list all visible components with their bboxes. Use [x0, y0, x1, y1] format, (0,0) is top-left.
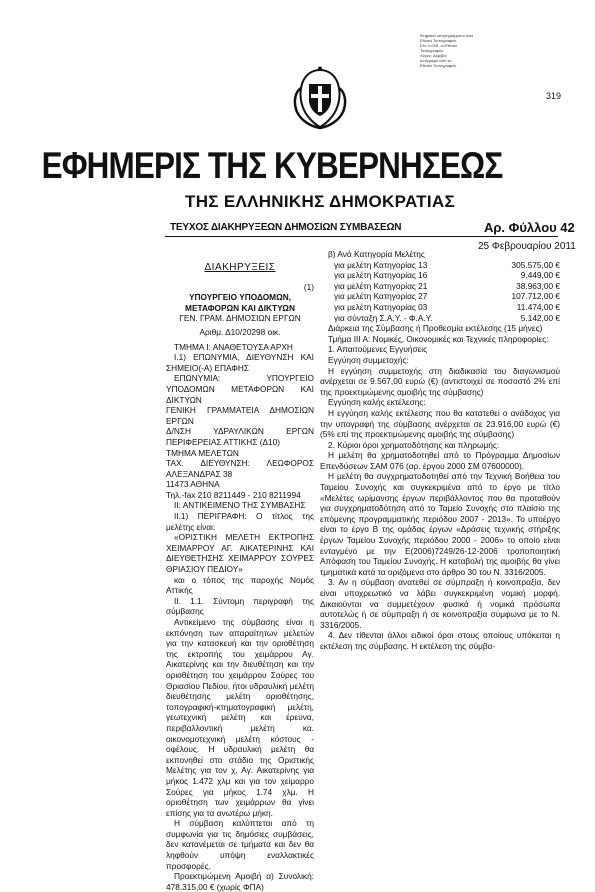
issue-type: ΤΕΥΧΟΣ ΔΙΑΚΗΡΥΞΕΩΝ ΔΗΜΟΣΙΩΝ ΣΥΜΒΑΣΕΩΝ	[170, 222, 402, 233]
budget-intro: β) Ανά Κατηγορία Μελέτης	[328, 249, 425, 259]
paragraph: Η σύμβαση καλύπτεται από τη συμφωνία για τις δημόσιες συμβάσεις, δεν κατανέμεται σε τμήματα και δεν θα ληφθούν υπόψη εναλλακτικές προσφορές.	[166, 818, 314, 871]
paragraph: 2. Κύριοι όροι χρηματοδότησης και πληρωμής:	[328, 439, 500, 450]
greek-coat-of-arms-icon	[289, 66, 351, 130]
paragraph: 11473 ΑΘΗΝΑ	[166, 479, 220, 490]
budget-row: για μελέτη Κατηγορίας 13 305.575,00 €	[334, 259, 560, 270]
stamp-line: αντίγραφο από το	[420, 58, 452, 63]
paragraph: Η εγγύηση συμμετοχής στη διαδικασία του διαγωνισμού ανέρχεται σε 9.567,00 ευρώ (€) (αντιστοιχεί σε ποσοστό 2% επί της προεκτιμώμενης αμοιβής της σύμβασης)	[320, 365, 560, 397]
budget-row: για μελέτη Κατηγορίας 27 107.712,00 €	[334, 291, 560, 302]
paragraph: Ι.1) ΕΠΩΝΥΜΙΑ, ΔΙΕΥΘΥΝΣΗ ΚΑΙ ΣΗΜΕΙΟ(-Α) ΕΠΑΦΗΣ	[166, 352, 314, 373]
section-heading: ΔΙΑΚΗΡΥΞΕΙΣ	[204, 262, 276, 273]
budget-row: για μελέτη Κατηγορίας 16 9.449,00 €	[334, 270, 560, 281]
paragraph: Η μελέτη θα χρηματοδοτηθεί από το Πρόγραμμα Δημοσίων Επενδύσεων ΣΑΜ 076 (αρ. έργου 2000 ΣΜ 07600000).	[320, 450, 560, 471]
sheet-number: Αρ. Φύλλου 42	[484, 220, 575, 235]
paragraph: Εγγύηση συμμετοχής:	[328, 354, 409, 365]
paragraph: Η μελέτη θα συγχρηματοδοτηθεί από την Τεχνική Βοήθεια του Ταμείου Συνοχής και συγκεκριμένα από το έργο με τίτλο «Μελέτες ωρίμανσης έργων περιβάλλοντος που θα προταθούν για συγχρηματοδότηση από το Ταμείο Συνοχής στο πλαίσιο της επόμενης προγραμματικής περιόδου 2007 - 2013». Το υποέργο είναι το έργο Β της ομάδας έργων «Δράσεις τεχνικής στήριξης έργων Ταμείου Συνοχής περιόδου 2000 - 2006» το οποίο είναι ενταγμένο με την Ε(2006)7249/26-12-2006 τροποποιητική Απόφαση του Ταμείου Συνοχής. Η καταβολή της αμοιβής θα γίνει τμηματικά κατά τα οριζόμενα στο άρθρο 30 του Ν. 3316/2005.	[320, 471, 560, 577]
budget-row: για σύνταξη Σ.Α.Υ. - Φ.Α.Υ. 5.142,00 €	[334, 312, 560, 323]
paragraph: Η εγγύηση καλής εκτέλεσης που θα κατατεθεί ο ανάδοχος για την υπογραφή της σύμβασης ανέρχεται σε 23.916,00 ευρώ (€) (5% επί της προεκτιμώμενης αμοιβής της σύμβασης)	[320, 407, 560, 440]
paragraph: ΙΙ. 1.1. Σύντομη περιγραφή της σύμβασης	[166, 595, 314, 617]
budget-row: για μελέτη Κατηγορίας 03 11.474,00 €	[334, 301, 560, 312]
paragraph: ΤΜΗΜΑ ΜΕΛΕΤΩΝ	[166, 447, 239, 458]
digital-signature-stamp	[420, 33, 480, 68]
stamp-line: Εθνικό Τυπογραφείο	[420, 63, 457, 68]
right-column	[320, 249, 560, 652]
stamp-line: Τυπογραφείο	[420, 48, 444, 53]
paragraph: Δ/ΝΣΗ ΥΔΡΑΥΛΙΚΩΝ ΕΡΓΩΝ ΠΕΡΙΦΕΡΕΙΑΣ ΑΤΤΙΚΗΣ (Δ10)	[166, 426, 314, 447]
stamp-line: Ψηφιακά υπογεγραμμένο από	[420, 33, 474, 38]
paragraph: «ΟΡΙΣΤΙΚΗ ΜΕΛΕΤΗ ΕΚΤΡΟΠΗΣ ΧΕΙΜΑΡΡΟΥ ΑΓ. ΑΙΚΑΤΕΡΙΝΗΣ ΚΑΙ ΔΙΕΥΘΕΤΗΣΗΣ ΧΕΙΜΑΡΡΟΥ ΣΟΥΡΕΣ ΘΡΙΑΣΙΟΥ ΠΕΔΙΟΥ»	[166, 532, 314, 575]
page-number: 319	[546, 91, 562, 101]
paragraph: Αντικείμενο της σύμβασης είναι η εκπόνηση των απαραίτητων μελετών για την κατασκευή και την οριοθέτηση της εκτροπής του χειμάρρου Αγ. Αικατερίνης και την διευθέτηση και την οριοθέτηση του χειμάρρου Σούρες του Θριασίου Πεδίου, ήτοι υδραυλική μελέτη διευθέτησης μελέτη οριοθέτησης, τοπογραφική-κτηματογραφική μελέτη, γεωτεχνική μελέτη και έρευνα, περιβαλλοντική μελέτη κα. οικονομοτεχνική μελέτη κόστους - οφέλους. Η υδραυλική μελέτη θα εκπονηθεί στο στάδιο της Οριστικής Μελέτης για τον χ. Αγ. Αικατερίνης για μήκος 1.472 χλμ και για τον χείμαρρο Σούρες για μήκος 1.74 χλμ. Η οριοθέτηση των χειμάρρων θα γίνει επίσης για τα ανωτέρω μήκη.	[166, 617, 314, 818]
stamp-line: Εθνικό Τυπογραφείο	[420, 38, 457, 43]
paragraph: Τμήμα ΙΙΙ Α: Νομικές, Οικονομικές και Τεχνικές πληροφορίες:	[328, 333, 549, 344]
gazette-title: ΕΦΗΜΕΡΙΣ ΤΗΣ ΚΥΒΕΡΝΗΣΕΩΣ	[41, 145, 503, 186]
paragraph: ΙΙ: ΑΝΤΙΚΕΙΜΕΝΟ ΤΗΣ ΣΥΜΒΑΣΗΣ	[174, 500, 306, 511]
paragraph: ΓΕΝΙΚΗ ΓΡΑΜΜΑΤΕΙΑ ΔΗΜΟΣΙΩΝ ΕΡΓΩΝ	[166, 405, 314, 426]
paragraph: Τηλ.-fax 210 8211449 - 210 8211994	[166, 489, 301, 500]
stamp-line: Λόγος: Ακριβές	[420, 53, 447, 58]
paragraph: ΤΜΗΜΑ Ι: ΑΝΑΘΕΤΟΥΣΑ ΑΡΧΗ	[174, 341, 293, 352]
protocol-number: Αριθμ. Δ10/20298 οικ.	[199, 326, 281, 337]
paragraph: Διάρκεια της Σύμβασης ή Προθεσμία εκτέλεσης (15 μήνες)	[328, 323, 543, 334]
issue-date: 25 Φεβρουαρίου 2011	[478, 241, 576, 252]
ministry-name: ΥΠΟΥΡΓΕΙΟ ΥΠΟΔΟΜΩΝ, ΜΕΤΑΦΟΡΩΝ ΚΑΙ ΔΙΚΤΥΩΝ	[185, 292, 295, 313]
paragraph: ΕΠΩΝΥΜΙΑ: ΥΠΟΥΡΓΕΙΟ ΥΠΟΔΟΜΩΝ ΜΕΤΑΦΟΡΩΝ ΚΑΙ ΔΙΚΤΥΩΝ	[166, 373, 314, 405]
stamp-line: DN: c=GR, o=Εθνικό	[420, 43, 458, 48]
paragraph: Εγγύηση καλής εκτέλεσης:	[328, 397, 426, 408]
budget-row: για μελέτη Κατηγορίας 21 38.963,00 €	[334, 280, 560, 291]
paragraph: 1. Απαιτούμενες Εγγυήσεις	[328, 344, 428, 355]
announcement-ref: (1)	[303, 281, 314, 292]
paragraph: ΙΙ.1) ΠΕΡΙΓΡΑΦΗ: Ο τίτλος της μελέτης είναι:	[166, 511, 314, 532]
paragraph: ΤΑΧ. ΔΙΕΥΘΥΝΣΗ: ΛΕΩΦΟΡΟΣ ΑΛΕΞΑΝΔΡΑΣ 38	[166, 458, 314, 479]
paragraph: 4. Δεν τίθενται άλλοι ειδικοί όροι στους οποίους υπόκειται η εκτέλεση της σύμβασης. Η εκτέλεση της σύμβα-	[320, 630, 560, 651]
gazette-subtitle: ΤΗΣ ΕΛΛΗΝΙΚΗΣ ΔΗΜΟΚΡΑΤΙΑΣ	[185, 192, 455, 211]
header-divider	[165, 236, 558, 237]
left-column	[166, 257, 314, 892]
paragraph: και ο τόπος της παροχής Νομός Αττικής	[166, 574, 314, 596]
paragraph: 3. Αν η σύμβαση ανατεθεί σε σύμπραξη ή κοινοπραξία, δεν είναι υποχρεωτικό να λάβει συγκεκριμένη νομική μορφή. Δικαιούνται να συμμετέχουν φυσικά ή νομικά πρόσωπα αυτοτελώς ή σε σύμπραξη ή σε κοινοπραξία σύμφωνα με το Ν. 3316/2005.	[320, 577, 560, 630]
paragraph: Προεκτιμώμενη Αμοιβή α) Συνολική: 478.315,00 € (χωρίς ΦΠΑ)	[166, 871, 314, 892]
general-secretariat: ΓΕΝ. ΓΡΑΜ. ΔΗΜΟΣΙΩΝ ΕΡΓΩΝ	[179, 313, 301, 324]
